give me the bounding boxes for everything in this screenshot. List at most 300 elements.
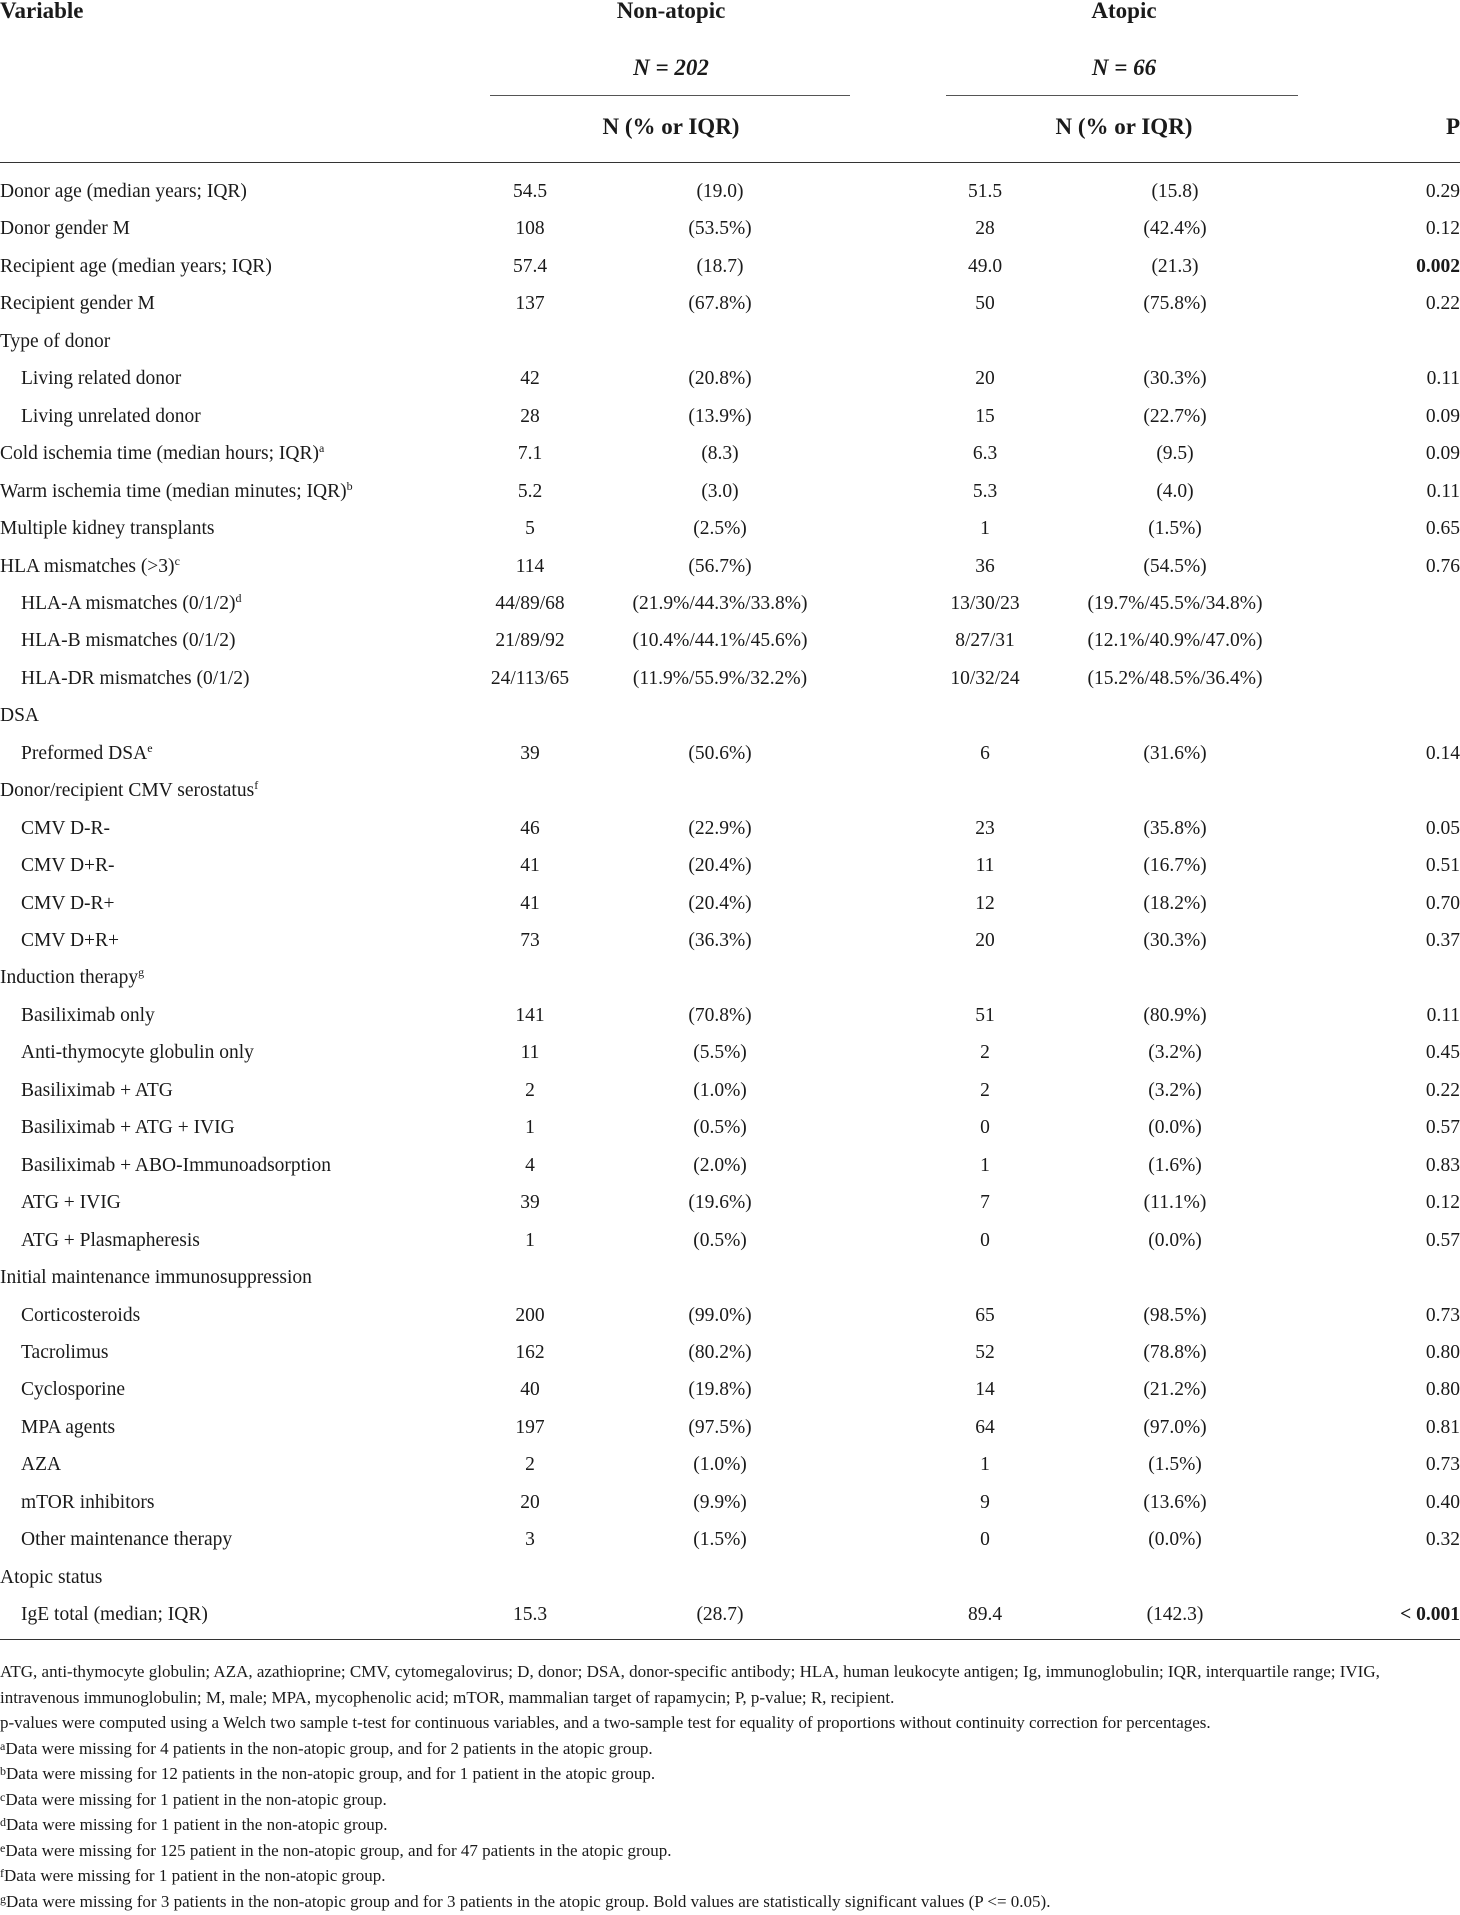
- group2-count: 14: [975, 1379, 995, 1401]
- table-row: [0, 740, 1460, 780]
- footnote-marker: d: [235, 590, 242, 605]
- row-label: [21, 930, 119, 952]
- footnote-marker: e: [147, 740, 153, 755]
- group2-rule: [946, 95, 1298, 96]
- group1-count: 39: [520, 1192, 540, 1214]
- table-row: [0, 1604, 1460, 1641]
- row-label-text: mTOR inhibitors: [21, 1491, 155, 1513]
- row-label: [0, 518, 214, 540]
- footnote: [0, 1889, 1460, 1915]
- row-label-text: HLA-DR mismatches (0/1/2): [21, 667, 250, 689]
- group1-count: 42: [520, 368, 540, 390]
- row-label: [21, 1230, 200, 1252]
- row-label-text: IgE total (median; IQR): [21, 1604, 208, 1626]
- row-label: [0, 1567, 102, 1589]
- footnote-marker: b: [0, 1764, 6, 1778]
- p-value: 0.80: [1425, 1379, 1460, 1401]
- row-label: [21, 1155, 331, 1177]
- row-label: [21, 1005, 155, 1027]
- row-label: [21, 590, 242, 615]
- p-value: 0.05: [1425, 817, 1460, 839]
- p-value: 0.45: [1425, 1042, 1460, 1064]
- row-label: [0, 780, 258, 802]
- row-label: [21, 668, 250, 690]
- row-label: [21, 630, 235, 652]
- group1-count: 54.5: [512, 181, 548, 202]
- row-label: [0, 967, 144, 989]
- row-label: [21, 1379, 125, 1401]
- table-row: [0, 1155, 1460, 1192]
- table-row: [0, 406, 1460, 443]
- row-label: [0, 331, 110, 353]
- group1-count: 21/89/92: [495, 630, 565, 652]
- group2-count: 15: [975, 405, 995, 427]
- row-label: [21, 818, 110, 840]
- p-value: 0.22: [1425, 293, 1460, 315]
- p-value: 0.70: [1425, 892, 1460, 914]
- group2-percent: (15.8): [1151, 181, 1199, 202]
- group1-count: 1: [525, 1117, 535, 1139]
- row-label-text: Warm ischemia time (median minutes; IQR): [0, 480, 347, 502]
- footnote: [0, 1863, 1460, 1889]
- group2-percent: (1.6%): [1148, 1154, 1202, 1176]
- group2-count: 5.3: [972, 480, 998, 502]
- p-value: 0.22: [1425, 1079, 1460, 1101]
- group2-count: 8/27/31: [955, 630, 1015, 652]
- row-label: [0, 1267, 312, 1289]
- row-label: [21, 1417, 115, 1439]
- table-row: [0, 1080, 1460, 1117]
- group2-percent: (98.5%): [1143, 1304, 1207, 1326]
- row-label-text: CMV D+R-: [21, 855, 115, 877]
- table-row: [0, 967, 1460, 1004]
- group1-count: 5.2: [517, 480, 543, 502]
- table-row: [0, 181, 1460, 218]
- footnote-text: Data were missing for 3 patients in the non-atopic group and for 3 patients in the atopic group. Bold values are statistically significant values (P <= 0.05).: [6, 1891, 1051, 1911]
- group1-percent: (80.2%): [688, 1341, 752, 1363]
- p-value: 0.73: [1425, 1304, 1460, 1326]
- row-label: [21, 368, 181, 390]
- group2-count: 1: [980, 1454, 990, 1476]
- p-value: 0.83: [1425, 1154, 1460, 1176]
- group2-count: 10/32/24: [950, 667, 1020, 689]
- p-value: 0.11: [1426, 368, 1460, 390]
- row-label: [21, 1042, 254, 1064]
- table-row: [0, 478, 1460, 518]
- group2-percent: (78.8%): [1143, 1341, 1207, 1363]
- group1-count: 137: [515, 293, 545, 315]
- group1-percent: (2.5%): [693, 518, 747, 540]
- group2-percent: (19.7%/45.5%/34.8%): [1087, 592, 1263, 614]
- p-value: 0.76: [1425, 555, 1460, 577]
- group1-percent: (1.0%): [693, 1079, 747, 1101]
- group2-percent: (4.0): [1156, 480, 1194, 502]
- header-p: P: [1445, 114, 1460, 139]
- row-label: [21, 1080, 173, 1102]
- group1-percent: (70.8%): [688, 1004, 752, 1026]
- group1-count: 141: [515, 1004, 545, 1026]
- group1-rule: [490, 95, 850, 96]
- row-label: [21, 1529, 232, 1551]
- group2-count: 28: [975, 218, 995, 240]
- row-label-text: Basiliximab + ABO-Immunoadsorption: [21, 1154, 331, 1176]
- row-label: [21, 1604, 208, 1626]
- row-label-text: Recipient gender M: [0, 293, 155, 315]
- table-row: [0, 1267, 1460, 1304]
- group2-percent: (11.1%): [1143, 1192, 1207, 1214]
- header-group1-n: N = 202: [633, 55, 709, 80]
- group1-percent: (20.8%): [688, 368, 752, 390]
- group2-count: 13/30/23: [950, 592, 1020, 614]
- header-group2-n: N = 66: [1091, 55, 1157, 80]
- abbreviations-note: ATG, anti-thymocyte globulin; AZA, azathioprine; CMV, cytomegalovirus; D, donor; DSA, donor-specific antibody; HLA, human leukocyte antigen; Ig, immunoglobulin; IQR, interquartile range; IVIG, intravenous immunoglobulin; M, male; MPA, mycophenolic acid; mTOR, mammalian target of rapamycin; P, p-value; R, recipient.: [0, 1662, 1380, 1707]
- group1-percent: (56.7%): [688, 555, 752, 577]
- group2-percent: (0.0%): [1148, 1229, 1202, 1251]
- group2-percent: (54.5%): [1143, 555, 1207, 577]
- group2-percent: (22.7%): [1143, 405, 1207, 427]
- group1-percent: (50.6%): [688, 742, 752, 764]
- row-label-text: Anti-thymocyte globulin only: [21, 1042, 254, 1064]
- group2-count: 23: [975, 817, 995, 839]
- group2-count: 52: [975, 1341, 995, 1363]
- group2-count: 65: [975, 1304, 995, 1326]
- group1-count: 108: [515, 218, 545, 240]
- row-label-text: Corticosteroids: [21, 1304, 141, 1326]
- table-row: [0, 1005, 1460, 1042]
- p-value: 0.09: [1425, 443, 1460, 465]
- group1-count: 24/113/65: [490, 667, 570, 689]
- group2-count: 0: [980, 1229, 990, 1251]
- table-row: [0, 1529, 1460, 1566]
- group2-count: 7: [980, 1192, 990, 1214]
- row-label: [21, 1492, 154, 1514]
- group2-percent: (18.2%): [1143, 892, 1207, 914]
- group2-count: 20: [975, 930, 995, 951]
- group2-count: 12: [975, 892, 995, 914]
- p-value: 0.65: [1425, 518, 1460, 540]
- table-row: [0, 256, 1460, 293]
- group2-count: 36: [975, 555, 995, 577]
- table-row: [0, 818, 1460, 855]
- row-label-text: Living unrelated donor: [21, 405, 201, 427]
- group1-count: 28: [520, 405, 540, 427]
- table-row: [0, 553, 1460, 593]
- footnote-text: Data were missing for 1 patient in the non-atopic group.: [6, 1815, 388, 1834]
- group2-percent: (97.0%): [1143, 1416, 1207, 1438]
- footnote-marker: a: [0, 1738, 6, 1753]
- footnote-text: Data were missing for 125 patient in the non-atopic group, and for 47 patients in the atopic group.: [5, 1840, 672, 1860]
- row-label-text: DSA: [0, 705, 40, 727]
- group1-percent: (18.7): [696, 255, 744, 277]
- group1-count: 41: [520, 892, 540, 914]
- row-label: [0, 293, 155, 315]
- group2-percent: (21.2%): [1143, 1379, 1207, 1401]
- p-value: 0.32: [1425, 1529, 1460, 1551]
- row-label-text: Basiliximab + ATG + IVIG: [21, 1117, 235, 1139]
- group1-percent: (0.5%): [693, 1229, 747, 1251]
- row-label-text: Donor/recipient CMV serostatus: [0, 780, 255, 802]
- group2-count: 51.5: [967, 181, 1003, 202]
- row-label-text: CMV D-R+: [21, 892, 115, 914]
- table-row: [0, 1192, 1460, 1229]
- header-group2-sub: N (% or IQR): [1055, 114, 1193, 139]
- group1-percent: (19.0): [696, 181, 744, 202]
- header-group1-sub: N (% or IQR): [602, 114, 740, 139]
- group2-percent: (30.3%): [1143, 930, 1207, 951]
- footnote-text: Data were missing for 1 patient in the non-atopic group.: [5, 1789, 387, 1809]
- p-value: < 0.001: [1400, 1604, 1460, 1626]
- footnote-text: Data were missing for 12 patients in the non-atopic group, and for 1 patient in the atopic group.: [6, 1764, 656, 1783]
- footnote-marker: g: [138, 965, 145, 980]
- group1-percent: (22.9%): [688, 817, 752, 839]
- footnote-marker: g: [0, 1891, 6, 1906]
- group1-count: 162: [515, 1341, 545, 1363]
- group1-percent: (67.8%): [688, 293, 752, 315]
- p-value: 0.12: [1425, 1192, 1460, 1214]
- row-label: [0, 553, 180, 578]
- row-label-text: Other maintenance therapy: [21, 1529, 233, 1551]
- p-value: 0.37: [1425, 930, 1460, 951]
- row-label: [21, 1454, 61, 1476]
- row-label: [0, 218, 130, 240]
- group2-count: 11: [975, 855, 995, 877]
- footnote: [0, 1787, 1460, 1813]
- group1-count: 20: [520, 1491, 540, 1513]
- row-label-text: Cold ischemia time (median hours; IQR): [0, 443, 319, 465]
- group1-count: 4: [525, 1154, 535, 1176]
- table-row: [0, 705, 1460, 742]
- table-bottom-rule: [0, 1639, 1460, 1640]
- group1-percent: (20.4%): [688, 892, 752, 914]
- p-value: 0.57: [1425, 1117, 1460, 1139]
- group2-count: 9: [980, 1491, 990, 1513]
- group1-percent: (20.4%): [688, 855, 752, 877]
- table-row: [0, 518, 1460, 555]
- header-group2: Atopic: [1091, 0, 1157, 23]
- p-value: 0.09: [1425, 405, 1460, 427]
- row-label: [21, 1342, 108, 1364]
- p-value: 0.29: [1425, 181, 1460, 202]
- group1-percent: (19.6%): [688, 1192, 752, 1214]
- group1-count: 5: [525, 518, 535, 540]
- p-value: 0.81: [1425, 1416, 1460, 1438]
- row-label-text: MPA agents: [21, 1416, 116, 1438]
- group1-percent: (21.9%/44.3%/33.8%): [632, 592, 808, 614]
- footnote: [0, 1736, 1460, 1762]
- row-label: [0, 256, 272, 278]
- footnote-marker: f: [254, 778, 259, 793]
- header-group1: Non-atopic: [616, 0, 726, 23]
- header-variable: Variable: [0, 0, 84, 23]
- row-label: [21, 1117, 235, 1139]
- group2-percent: (16.7%): [1143, 855, 1207, 877]
- table-row: [0, 1379, 1460, 1416]
- row-label: [0, 181, 247, 203]
- footnote-marker: a: [318, 441, 325, 456]
- group1-count: 41: [520, 855, 540, 877]
- row-label: [0, 478, 353, 503]
- group2-percent: (3.2%): [1148, 1042, 1202, 1064]
- group1-count: 46: [520, 817, 540, 839]
- p-value: 0.57: [1425, 1229, 1460, 1251]
- footnote-marker: e: [0, 1840, 6, 1855]
- group1-percent: (5.5%): [693, 1042, 747, 1064]
- table-row: [0, 855, 1460, 892]
- group1-percent: (10.4%/44.1%/45.6%): [632, 630, 808, 652]
- row-label-text: Donor gender M: [0, 218, 130, 240]
- group2-count: 64: [975, 1416, 995, 1438]
- group2-percent: (31.6%): [1143, 742, 1207, 764]
- footnotes: [0, 1736, 1460, 1915]
- group2-percent: (3.2%): [1148, 1079, 1202, 1101]
- row-label-text: ATG + IVIG: [21, 1192, 121, 1214]
- group2-percent: (12.1%/40.9%/47.0%): [1087, 630, 1263, 652]
- table-row: [0, 218, 1460, 255]
- group1-percent: (13.9%): [688, 405, 752, 427]
- row-label-text: HLA mismatches (>3): [0, 555, 175, 577]
- row-label-text: ATG + Plasmapheresis: [21, 1229, 200, 1251]
- group2-count: 49.0: [967, 255, 1003, 277]
- table-row: [0, 443, 1460, 480]
- p-value: 0.12: [1425, 218, 1460, 240]
- table-row: [0, 930, 1460, 967]
- group1-count: 200: [515, 1304, 545, 1326]
- p-value: 0.14: [1425, 742, 1460, 764]
- group1-count: 11: [520, 1042, 540, 1064]
- table-row: [0, 1117, 1460, 1154]
- row-label: [21, 1305, 140, 1327]
- row-label-text: Recipient age (median years; IQR): [0, 255, 272, 277]
- group1-percent: (0.5%): [693, 1117, 747, 1139]
- group1-percent: (53.5%): [688, 218, 752, 240]
- row-label-text: Induction therapy: [0, 967, 139, 989]
- group1-percent: (9.9%): [693, 1491, 747, 1513]
- row-label-text: Type of donor: [0, 330, 111, 352]
- row-label-text: Living related donor: [21, 368, 182, 390]
- group1-percent: (2.0%): [693, 1154, 747, 1176]
- row-label: [21, 740, 153, 765]
- group2-count: 6: [980, 742, 990, 764]
- row-label: [21, 893, 115, 915]
- group1-percent: (1.0%): [693, 1454, 747, 1476]
- p-value: 0.11: [1426, 480, 1460, 502]
- row-label-text: Basiliximab only: [21, 1004, 155, 1026]
- group1-percent: (28.7): [696, 1604, 744, 1626]
- group2-count: 1: [980, 518, 990, 540]
- group2-percent: (30.3%): [1143, 368, 1207, 390]
- table-row: [0, 893, 1460, 930]
- header-bottom-rule: [0, 162, 1460, 163]
- p-value: 0.11: [1426, 1004, 1460, 1026]
- group2-count: 2: [980, 1079, 990, 1101]
- row-label-text: CMV D-R-: [21, 817, 111, 839]
- row-label-text: HLA-A mismatches (0/1/2): [21, 592, 236, 614]
- group1-percent: (3.0): [701, 480, 739, 502]
- group1-count: 40: [520, 1379, 540, 1401]
- group2-percent: (1.5%): [1148, 518, 1202, 540]
- group2-count: 51: [975, 1004, 995, 1026]
- table-row: [0, 1230, 1460, 1267]
- group1-count: 39: [520, 742, 540, 764]
- group1-percent: (99.0%): [688, 1304, 752, 1326]
- group2-percent: (1.5%): [1148, 1454, 1202, 1476]
- row-label-text: Cyclosporine: [21, 1379, 125, 1401]
- footnote-marker: d: [0, 1815, 6, 1829]
- group1-count: 44/89/68: [495, 592, 565, 614]
- group1-percent: (8.3): [701, 443, 739, 465]
- table-row: [0, 668, 1460, 705]
- row-label: [0, 705, 39, 727]
- p-value: 0.51: [1425, 855, 1460, 877]
- group2-percent: (142.3): [1146, 1604, 1204, 1626]
- group2-count: 89.4: [967, 1604, 1003, 1626]
- group1-count: 197: [515, 1416, 545, 1438]
- table-row: [0, 590, 1460, 630]
- table-row: [0, 368, 1460, 405]
- row-label-text: Initial maintenance immunosuppression: [0, 1267, 312, 1289]
- group2-count: 6.3: [972, 443, 998, 465]
- footnote-text: Data were missing for 1 patient in the non-atopic group.: [4, 1866, 386, 1885]
- group1-count: 114: [515, 555, 545, 577]
- table-row: [0, 780, 1460, 817]
- group1-count: 2: [525, 1079, 535, 1101]
- group2-count: 0: [980, 1529, 990, 1551]
- p-value: 0.73: [1425, 1454, 1460, 1476]
- group2-percent: (21.3): [1151, 255, 1199, 277]
- group1-percent: (97.5%): [688, 1416, 752, 1438]
- p-value: 0.40: [1425, 1491, 1460, 1513]
- group2-percent: (42.4%): [1143, 218, 1207, 240]
- group1-percent: (11.9%/55.9%/32.2%): [632, 667, 808, 689]
- row-label-text: AZA: [21, 1454, 62, 1476]
- row-label-text: Tacrolimus: [21, 1341, 109, 1363]
- group1-percent: (19.8%): [688, 1379, 752, 1401]
- group1-count: 57.4: [512, 255, 548, 277]
- footnote-text: Data were missing for 4 patients in the non-atopic group, and for 2 patients in the atopic group.: [5, 1738, 653, 1758]
- table-row: [0, 331, 1460, 368]
- method-note: p-values were computed using a Welch two sample t-test for continuous variables, and a two-sample test for equality of proportions without continuity correction for percentages.: [0, 1713, 1211, 1732]
- footnote: [0, 1761, 1460, 1787]
- table-row: [0, 1342, 1460, 1379]
- p-value: 0.002: [1416, 255, 1460, 277]
- footnote-marker: f: [0, 1866, 4, 1880]
- table-row: [0, 1305, 1460, 1342]
- table-row: [0, 1042, 1460, 1079]
- row-label-text: Basiliximab + ATG: [21, 1079, 173, 1101]
- footnote: [0, 1838, 1460, 1864]
- group2-percent: (0.0%): [1148, 1117, 1202, 1139]
- group2-count: 1: [980, 1154, 990, 1176]
- row-label-text: Multiple kidney transplants: [0, 518, 215, 540]
- row-label: [21, 855, 115, 877]
- group2-percent: (35.8%): [1143, 817, 1207, 839]
- group2-count: 20: [975, 368, 995, 390]
- row-label-text: CMV D+R+: [21, 930, 120, 951]
- row-label: [0, 443, 324, 465]
- footnote: [0, 1812, 1460, 1838]
- group2-percent: (0.0%): [1148, 1529, 1202, 1551]
- group1-percent: (36.3%): [688, 930, 752, 951]
- table-row: [0, 1492, 1460, 1529]
- footnote-marker: c: [174, 553, 180, 568]
- table-row: [0, 1567, 1460, 1604]
- p-value: 0.80: [1425, 1341, 1460, 1363]
- group1-percent: (1.5%): [693, 1529, 747, 1551]
- row-label: [21, 1192, 121, 1214]
- group2-count: 2: [980, 1042, 990, 1064]
- table-row: [0, 293, 1460, 330]
- row-label-text: Atopic status: [0, 1566, 103, 1588]
